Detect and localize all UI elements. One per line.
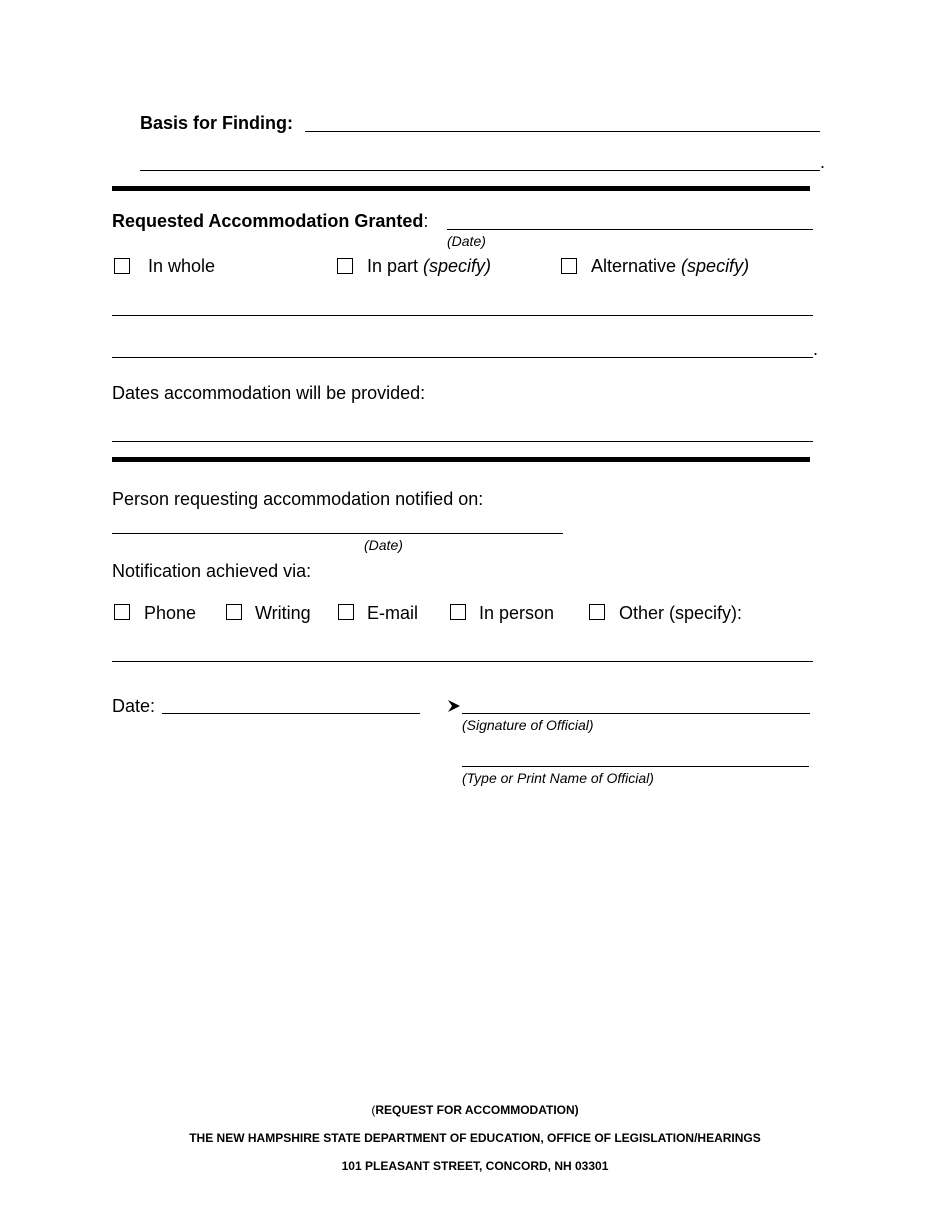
phone-checkbox[interactable] [114, 604, 130, 620]
official-name-field[interactable] [462, 766, 809, 767]
other-checkbox[interactable] [589, 604, 605, 620]
granted-trailing-period: . [813, 339, 819, 359]
footer-paren: ( [371, 1103, 376, 1117]
footer-address: 101 PLEASANT STREET, CONCORD, NH 03301 [341, 1159, 609, 1173]
in-whole-checkbox[interactable] [114, 258, 130, 274]
basis-trailing-period: . [820, 152, 826, 172]
dates-provided-field[interactable] [112, 441, 813, 442]
in-whole-label: In whole [148, 256, 216, 276]
alternative-checkbox[interactable] [561, 258, 577, 274]
date-field[interactable] [162, 713, 420, 714]
in-part-specify: (specify) [423, 256, 492, 276]
email-checkbox[interactable] [338, 604, 354, 620]
signature-field[interactable] [462, 713, 810, 714]
accommodation-granted-colon: : [423, 211, 429, 231]
dates-provided-label: Dates accommodation will be provided: [112, 383, 426, 403]
writing-checkbox[interactable] [226, 604, 242, 620]
footer-department: THE NEW HAMPSHIRE STATE DEPARTMENT OF EDUCATION, OFFICE OF LEGISLATION/HEARINGS [189, 1131, 761, 1145]
in-person-checkbox[interactable] [450, 604, 466, 620]
section-divider [112, 186, 810, 191]
alternative-specify: (specify) [681, 256, 750, 276]
granted-specify-field-line-2[interactable] [112, 357, 813, 358]
arrow-bullet-icon [447, 699, 461, 713]
official-name-caption: (Type or Print Name of Official) [462, 770, 654, 786]
in-person-label: In person [479, 603, 555, 623]
alternative-text: Alternative [591, 256, 682, 276]
in-part-label [367, 256, 491, 277]
writing-label: Writing [255, 603, 311, 623]
notification-via-label: Notification achieved via: [112, 561, 312, 581]
other-specify-field[interactable] [112, 661, 813, 662]
phone-label: Phone [144, 603, 197, 623]
granted-date-field[interactable] [447, 229, 813, 230]
basis-for-finding-field[interactable] [305, 131, 820, 132]
section-divider-2 [112, 457, 810, 462]
footer-title-text: REQUEST FOR ACCOMMODATION) [375, 1103, 579, 1117]
in-part-text: In part [367, 256, 424, 276]
other-label: Other (specify): [619, 603, 743, 623]
accommodation-granted-label [112, 211, 428, 232]
notified-on-label: Person requesting accommodation notified on: [112, 489, 484, 509]
notified-date-field[interactable] [112, 533, 563, 534]
footer-form-title [0, 1103, 950, 1117]
alternative-label [591, 256, 749, 277]
in-part-checkbox[interactable] [337, 258, 353, 274]
notified-date-caption: (Date) [364, 537, 403, 553]
granted-specify-field[interactable] [112, 315, 813, 316]
basis-for-finding-label: Basis for Finding: [140, 113, 293, 133]
email-label: E-mail [367, 603, 419, 623]
basis-for-finding-field-line-2[interactable] [140, 170, 820, 171]
signature-caption: (Signature of Official) [462, 717, 594, 733]
date-label: Date: [112, 696, 156, 716]
accommodation-granted-text: Requested Accommodation Granted [112, 211, 424, 231]
granted-date-caption: (Date) [447, 233, 486, 249]
